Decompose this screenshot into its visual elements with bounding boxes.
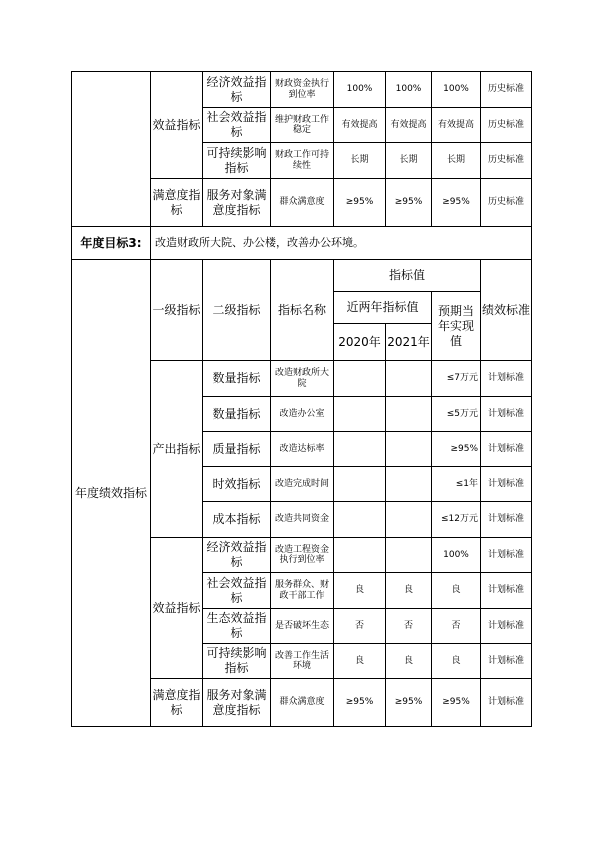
indicator-name-cell: 改善工作生活环境	[271, 644, 334, 679]
standard-cell: 历史标准	[481, 179, 532, 227]
value-2021-cell	[386, 467, 432, 502]
value-2021-cell	[386, 502, 432, 538]
target-value-cell: 长期	[432, 143, 481, 179]
header-two-years: 近两年指标值	[334, 292, 432, 324]
value-2021-cell: 否	[386, 609, 432, 644]
indicator-name-cell: 改造共同资金	[271, 502, 334, 538]
indicator-name-cell: 改造达标率	[271, 432, 334, 467]
target-value-cell: 良	[432, 644, 481, 679]
level2-cell: 成本指标	[203, 502, 271, 538]
indicator-name-cell: 改造财政所大院	[271, 361, 334, 397]
target-value-cell: ≥95%	[432, 679, 481, 727]
indicator-name-cell: 群众满意度	[271, 679, 334, 727]
indicator-name-cell: 财政工作可持续性	[271, 143, 334, 179]
indicator-name-cell: 是否破坏生态	[271, 609, 334, 644]
standard-cell: 历史标准	[481, 72, 532, 108]
value-2020-cell	[334, 432, 386, 467]
target-value-cell: ≥95%	[432, 432, 481, 467]
standard-cell: 计划标准	[481, 573, 532, 609]
performance-table	[71, 71, 532, 727]
header-row	[72, 260, 532, 292]
target-value-cell: ≤1年	[432, 467, 481, 502]
indicator-name-cell: 服务群众、财政干部工作	[271, 573, 334, 609]
level2-cell: 时效指标	[203, 467, 271, 502]
level2-cell: 生态效益指标	[203, 609, 271, 644]
level2-cell: 质量指标	[203, 432, 271, 467]
value-2021-cell	[386, 397, 432, 432]
standard-cell: 计划标准	[481, 432, 532, 467]
level2-cell: 服务对象满意度指标	[203, 179, 271, 227]
level1-benefit-cell: 效益指标	[151, 538, 203, 679]
value-2020-cell: 100%	[334, 72, 386, 108]
standard-cell: 历史标准	[481, 108, 532, 143]
target-value-cell: 100%	[432, 72, 481, 108]
indicator-name-cell: 改造完成时间	[271, 467, 334, 502]
level2-cell: 社会效益指标	[203, 573, 271, 609]
target-value-cell: 良	[432, 573, 481, 609]
level1-benefit-cell: 效益指标	[151, 72, 203, 179]
value-2021-cell	[386, 538, 432, 573]
header-expected-value: 预期当年实现值	[432, 292, 481, 361]
header-level2: 二级指标	[203, 260, 271, 361]
value-2021-cell: 良	[386, 573, 432, 609]
header-indicator-name: 指标名称	[271, 260, 334, 361]
level2-cell: 数量指标	[203, 361, 271, 397]
value-2020-cell: ≥95%	[334, 679, 386, 727]
value-2020-cell	[334, 397, 386, 432]
value-2020-cell: 否	[334, 609, 386, 644]
standard-cell: 计划标准	[481, 609, 532, 644]
standard-cell: 历史标准	[481, 143, 532, 179]
standard-cell: 计划标准	[481, 502, 532, 538]
indicator-name-cell: 维护财政工作稳定	[271, 108, 334, 143]
level2-cell: 可持续影响指标	[203, 143, 271, 179]
level2-cell: 经济效益指标	[203, 538, 271, 573]
value-2021-cell: ≥95%	[386, 179, 432, 227]
value-2020-cell	[334, 538, 386, 573]
value-2020-cell: 良	[334, 644, 386, 679]
value-2020-cell	[334, 502, 386, 538]
level2-cell: 社会效益指标	[203, 108, 271, 143]
value-2020-cell: ≥95%	[334, 179, 386, 227]
indicator-name-cell: 改造办公室	[271, 397, 334, 432]
target-value-cell: ≤7万元	[432, 361, 481, 397]
target-value-cell: ≤5万元	[432, 397, 481, 432]
level1-satisfaction-cell: 满意度指标	[151, 679, 203, 727]
header-level1: 一级指标	[151, 260, 203, 361]
target-value-cell: 否	[432, 609, 481, 644]
value-2021-cell: 良	[386, 644, 432, 679]
value-2021-cell: 有效提高	[386, 108, 432, 143]
level1-satisfaction-cell: 满意度指标	[151, 179, 203, 227]
annual-goal-row	[72, 227, 532, 260]
value-2021-cell: 100%	[386, 72, 432, 108]
level2-cell: 数量指标	[203, 397, 271, 432]
standard-cell: 计划标准	[481, 679, 532, 727]
header-standard: 绩效标准	[481, 260, 532, 361]
annual-goal-label: 年度目标3:	[72, 227, 151, 260]
value-2021-cell	[386, 432, 432, 467]
indicator-name-cell: 群众满意度	[271, 179, 334, 227]
level2-cell: 经济效益指标	[203, 72, 271, 108]
header-indicator-value: 指标值	[334, 260, 481, 292]
header-2020: 2020年	[334, 324, 386, 361]
target-value-cell: 100%	[432, 538, 481, 573]
standard-cell: 计划标准	[481, 644, 532, 679]
carryover-blank-cell	[72, 72, 151, 227]
annual-performance-label: 年度绩效指标	[72, 260, 151, 727]
value-2020-cell	[334, 361, 386, 397]
value-2020-cell: 长期	[334, 143, 386, 179]
value-2020-cell: 有效提高	[334, 108, 386, 143]
target-value-cell: ≥95%	[432, 179, 481, 227]
standard-cell: 计划标准	[481, 361, 532, 397]
value-2021-cell	[386, 361, 432, 397]
value-2020-cell	[334, 467, 386, 502]
level2-cell: 服务对象满意度指标	[203, 679, 271, 727]
value-2021-cell: 长期	[386, 143, 432, 179]
annual-goal-text: 改造财政所大院、办公楼，改善办公环境。	[151, 227, 532, 260]
level1-output-cell: 产出指标	[151, 361, 203, 538]
table-row	[72, 72, 532, 108]
standard-cell: 计划标准	[481, 397, 532, 432]
indicator-name-cell: 改造工程资金执行到位率	[271, 538, 334, 573]
level2-cell: 可持续影响指标	[203, 644, 271, 679]
value-2020-cell: 良	[334, 573, 386, 609]
value-2021-cell: ≥95%	[386, 679, 432, 727]
target-value-cell: 有效提高	[432, 108, 481, 143]
standard-cell: 计划标准	[481, 538, 532, 573]
standard-cell: 计划标准	[481, 467, 532, 502]
header-2021: 2021年	[386, 324, 432, 361]
indicator-name-cell: 财政资金执行到位率	[271, 72, 334, 108]
target-value-cell: ≤12万元	[432, 502, 481, 538]
